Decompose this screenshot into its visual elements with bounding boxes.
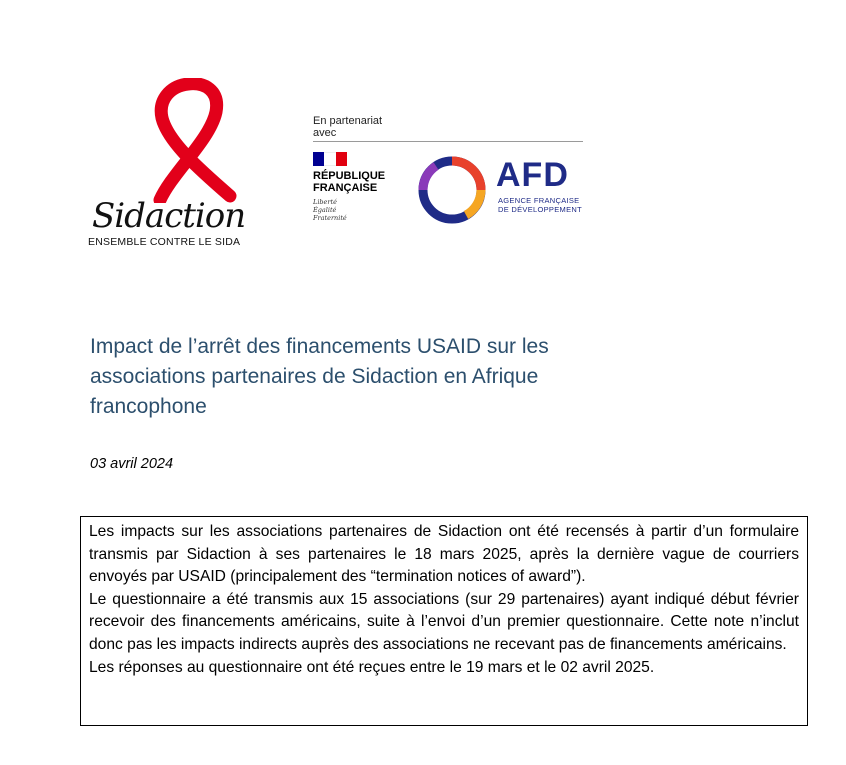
partnership-label	[313, 115, 382, 139]
republique-motto	[313, 198, 347, 222]
sidaction-wordmark: Sidaction	[92, 196, 246, 236]
afd-name: AFD	[496, 156, 569, 194]
red-ribbon-icon	[130, 78, 240, 203]
republique-francaise-logo	[313, 152, 403, 227]
summary-paragraph-1: Les impacts sur les associations partenaires de Sidaction ont été recensés à partir d’un formulaire transmis par Sidaction à ses partenaires le 18 mars 2025, après la dernière vague de courriers envoyés par USAID (principalement des “termination notices of award”).	[89, 523, 799, 586]
french-flag-icon	[313, 152, 347, 166]
republique-title	[313, 170, 385, 194]
partnership-label-line2: avec	[313, 127, 337, 139]
afd-ring-icon	[416, 154, 488, 226]
partnership-label-line1: En partenariat	[313, 115, 383, 127]
motto-egalite: Égalité	[313, 206, 337, 214]
summary-paragraph-2: Le questionnaire a été transmis aux 15 associations (sur 29 partenaires) ayant indiqué début février recevoir des financements américains, suite à l’envoi d’un premier questionnaire. Cette note n’inclut donc pas les impacts indirects auprès des associations ne recevant pas de financements américains.	[89, 590, 799, 653]
document-title: Impact de l’arrêt des financements USAID sur les associations partenaires de Sidaction en Afrique francophone	[90, 335, 549, 418]
afd-subtitle	[498, 196, 582, 214]
afd-subtitle-line2: DE DÉVELOPPEMENT	[498, 205, 582, 214]
motto-fraternite: Fraternité	[313, 214, 347, 222]
motto-liberte: Liberté	[313, 198, 337, 206]
document-date: 03 avril 2024	[90, 456, 174, 472]
sidaction-logo	[84, 78, 254, 248]
summary-paragraph-3: Les réponses au questionnaire ont été reçues entre le 19 mars et le 02 avril 2025.	[89, 658, 655, 676]
sidaction-tagline: ENSEMBLE CONTRE LE SIDA	[88, 236, 241, 248]
afd-logo	[416, 152, 596, 227]
summary-box	[80, 516, 808, 726]
afd-subtitle-line1: AGENCE FRANÇAISE	[498, 196, 580, 205]
partnership-divider	[313, 141, 583, 142]
republique-title-line1: RÉPUBLIQUE	[313, 170, 386, 182]
republique-title-line2: FRANÇAISE	[313, 182, 378, 194]
